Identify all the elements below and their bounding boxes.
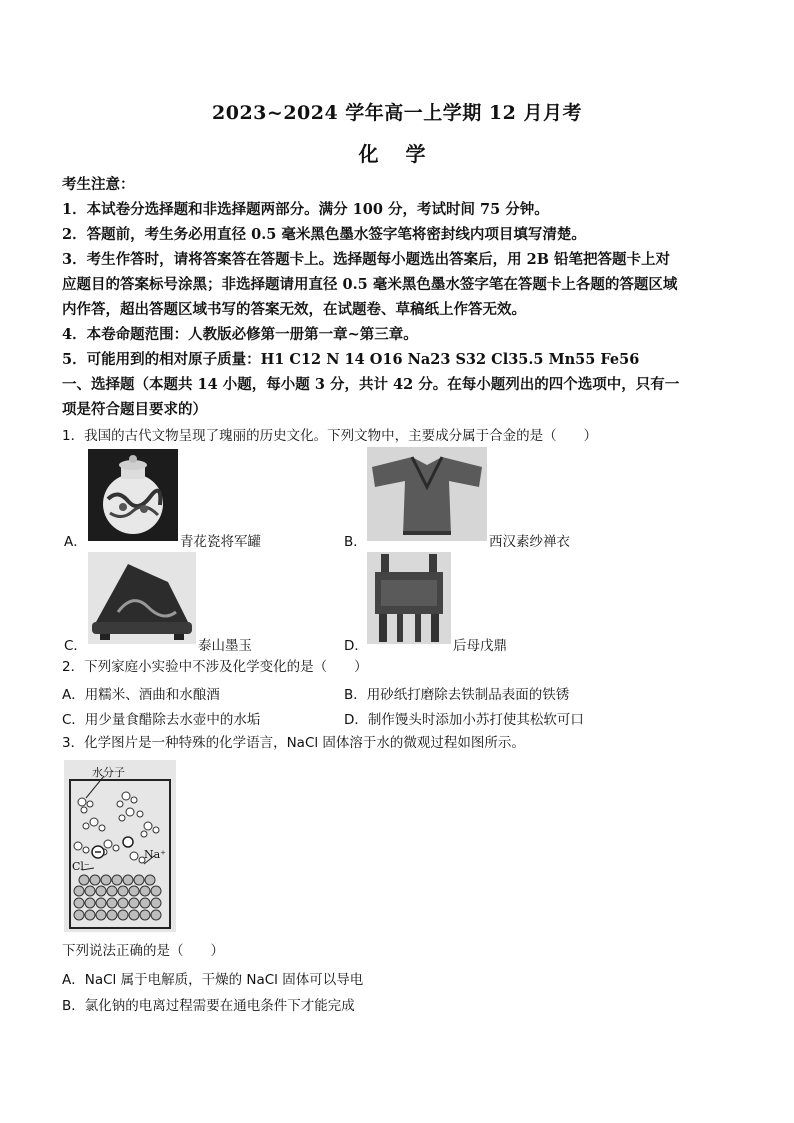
option-letter: A． [64, 534, 87, 550]
option-label: 后母戊鼎 [453, 638, 507, 654]
question-3-option-a: A．NaCl 属于电解质，干燥的 NaCl 固体可以导电 [62, 972, 364, 988]
notice-item: 3．考生作答时，请将答案答在答题卡上。选择题每小题选出答案后，用 2B 铅笔把答题卡上对 [62, 251, 671, 268]
question-2-option-a: A．用糯米、酒曲和水酿酒 [62, 687, 220, 703]
question-2-option-d: D．制作馒头时添加小苏打使其松软可口 [344, 712, 584, 728]
option-letter: C． [64, 638, 87, 654]
notice-item: 4．本卷命题范围：人教版必修第一册第一章~第三章。 [62, 326, 418, 343]
bronze-ding-image [367, 552, 451, 644]
porcelain-jar-image [88, 449, 178, 541]
option-label: 泰山墨玉 [198, 638, 252, 654]
option-letter: D． [344, 638, 368, 654]
black-jade-image [88, 552, 196, 644]
question-3-option-b: B．氯化钠的电离过程需要在通电条件下才能完成 [62, 998, 355, 1014]
notice-item: 内作答，超出答题区域书写的答案无效，在试题卷、草稿纸上作答无效。 [62, 301, 526, 318]
option-label: 西汉素纱禅衣 [489, 534, 570, 550]
silk-robe-image [367, 447, 487, 541]
notice-item: 应题目的答案标号涂黑；非选择题请用直径 0.5 毫米黑色墨水签字笔在答题卡上各题的答题区域 [62, 276, 678, 293]
notice-item: 1．本试卷分选择题和非选择题两部分。满分 100 分，考试时间 75 分钟。 [62, 201, 549, 218]
sodium-ion-label: Na⁺ [144, 848, 166, 861]
question-2-stem: 2．下列家庭小实验中不涉及化学变化的是（ ） [62, 659, 368, 675]
chloride-ion-label: Cl⁻ [72, 860, 90, 873]
notice-item: 5．可能用到的相对原子质量：H1 C12 N 14 O16 Na23 S32 Cl35.5 Mn55 Fe56 [62, 351, 640, 368]
subject-title: 化 学 [358, 142, 436, 166]
section-heading: 一、选择题（本题共 14 小题，每小题 3 分，共计 42 分。在每小题列出的四个选项中，只有一 [62, 376, 680, 393]
notice-item: 2．答题前，考生务必用直径 0.5 毫米黑色墨水签字笔将密封线内项目填写清楚。 [62, 226, 586, 243]
water-molecule-label: 水分子 [92, 766, 125, 779]
notice-heading: 考生注意： [62, 176, 135, 193]
question-2-option-b: B．用砂纸打磨除去铁制品表面的铁锈 [344, 687, 570, 703]
option-letter: B． [344, 534, 367, 550]
question-2-option-c: C．用少量食醋除去水壶中的水垢 [62, 712, 261, 728]
section-heading: 项是符合题目要求的） [62, 401, 207, 418]
nacl-dissolution-figure [64, 760, 176, 932]
question-3-prompt: 下列说法正确的是（ ） [62, 943, 224, 959]
question-3-stem: 3．化学图片是一种特殊的化学语言，NaCl 固体溶于水的微观过程如图所示。 [62, 735, 525, 751]
question-1-stem: 1．我国的古代文物呈现了瑰丽的历史文化。下列文物中，主要成分属于合金的是（ ） [62, 428, 598, 444]
option-label: 青花瓷将军罐 [180, 534, 261, 550]
exam-title: 2023~2024 学年高一上学期 12 月月考 [212, 102, 582, 124]
